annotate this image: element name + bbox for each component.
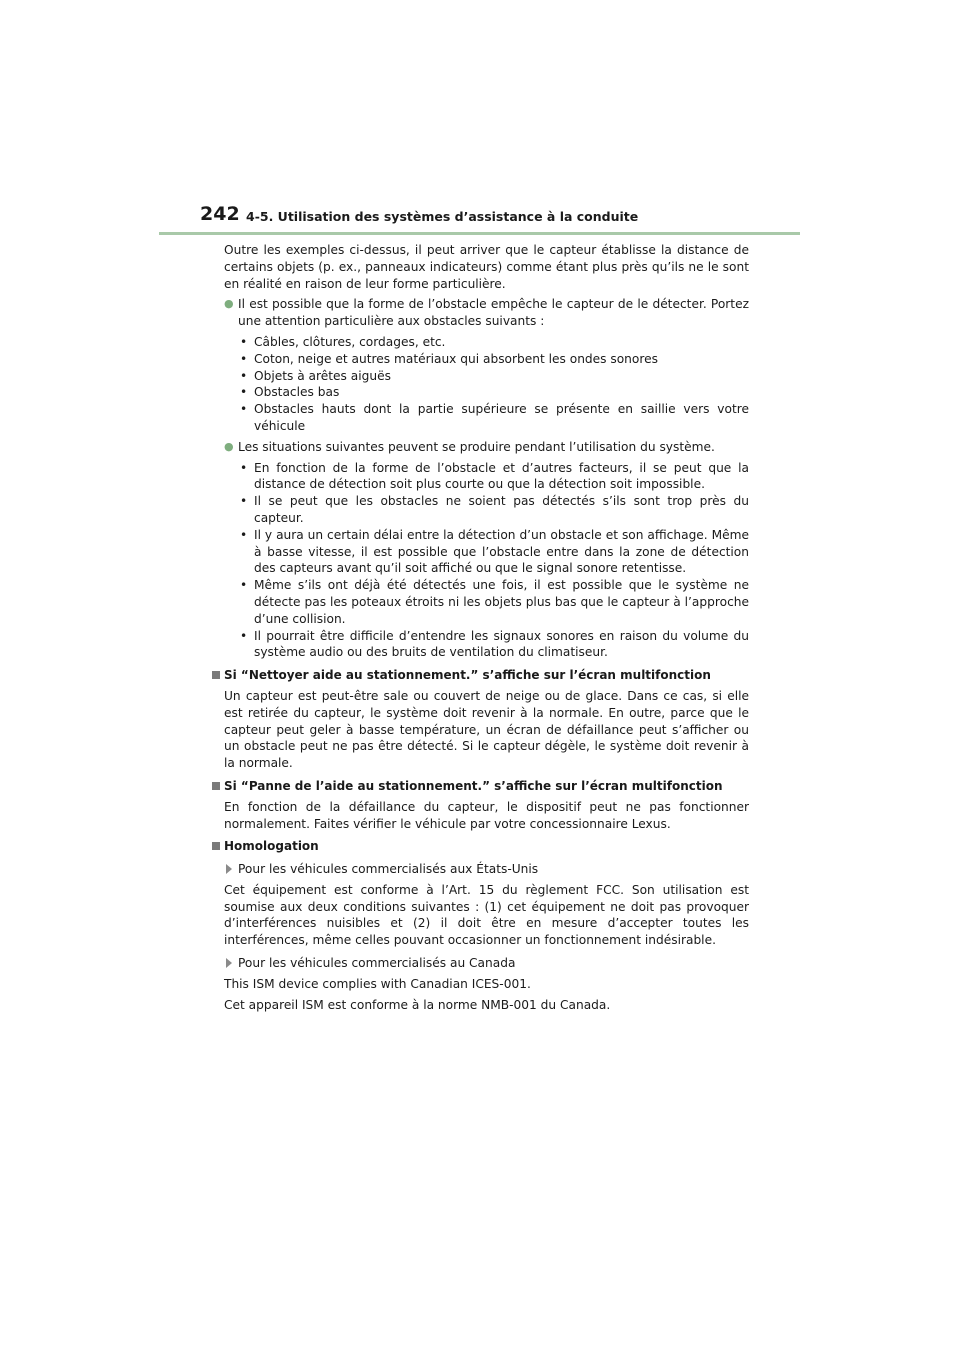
list-item: • Il y aura un certain délai entre la détection d’un obstacle et son affichage. Même à basse vitesse, il est possible que l’obstacle entre dans la zone de détection des capteurs avant qu’il soit affiché ou que le signal sonore retentisse. bbox=[240, 527, 749, 576]
list-item: • Coton, neige et autres matériaux qui absorbent les ondes sonores bbox=[240, 351, 658, 366]
sub-list bbox=[238, 460, 749, 662]
list-item: • Obstacles bas bbox=[240, 385, 340, 400]
list-item: • Il pourrait être difficile d’entendre les signaux sonores en raison du volume du système audio ou des bruits de ventilation du climatiseur. bbox=[240, 628, 749, 660]
arrow-right-icon bbox=[226, 958, 232, 968]
header-rule bbox=[159, 232, 800, 235]
homologation-heading: Homologation bbox=[212, 838, 749, 855]
square-bullet-icon bbox=[212, 782, 220, 790]
square-bullet-icon bbox=[212, 842, 220, 850]
page-number: 242 bbox=[200, 203, 240, 225]
us-label: Pour les véhicules commercialisés aux États-Unis bbox=[224, 861, 749, 878]
bullet-dot-icon: ● bbox=[224, 297, 234, 311]
list-item: • Objets à arêtes aiguës bbox=[240, 368, 391, 383]
list-item: • Obstacles hauts dont la partie supérieure se présente en saillie vers votre véhicule bbox=[240, 402, 749, 433]
list-item: • Câbles, clôtures, cordages, etc. bbox=[240, 334, 446, 349]
page-content bbox=[224, 242, 749, 1013]
section-heading: Si “Panne de l’aide au stationnement.” s’affiche sur l’écran multifonction bbox=[212, 778, 749, 795]
us-text: Cet équipement est conforme à l’Art. 15 du règlement FCC. Son utilisation est soumise aux deux conditions suivantes : (1) cet équipement ne doit pas provoquer d’interférences nuisibles et (2) il doit être en mesure d’accepter toutes les interférences, même celles pouvant occasionner un fonctionnement indésirable. bbox=[224, 882, 749, 948]
list-item: • Il se peut que les obstacles ne soient pas détectés s’ils sont trop près du capteur. bbox=[240, 494, 749, 525]
section-body: Un capteur est peut-être sale ou couvert de neige ou de glace. Dans ce cas, si elle est retirée du capteur, le système doit revenir à la normale. En outre, parce que le capteur peut geler à basse température, un écran de défaillance peut s’afficher ou un obstacle peut ne pas être détecté. Si le capteur dégèle, le système doit revenir à la normale. bbox=[224, 688, 749, 771]
section-body: En fonction de la défaillance du capteur, le dispositif peut ne pas fonctionner normalement. Faites vérifier le véhicule par votre concessionnaire Lexus. bbox=[224, 799, 749, 831]
section-title: 4-5. Utilisation des systèmes d’assistance à la conduite bbox=[246, 209, 639, 224]
bullet-text: Les situations suivantes peuvent se produire pendant l’utilisation du système. bbox=[238, 439, 715, 454]
sub-list bbox=[238, 334, 749, 435]
square-bullet-icon bbox=[212, 671, 220, 679]
list-item: • Même s’ils ont déjà été détectés une fois, il est possible que le système ne détecte pas les poteaux étroits ni les objets plus bas que le capteur à l’approche d’une collision. bbox=[240, 578, 749, 626]
bullet-item bbox=[224, 439, 749, 456]
list-item: • En fonction de la forme de l’obstacle et d’autres facteurs, il se peut que la distance de détection soit plus courte ou que la détection soit impossible. bbox=[240, 460, 749, 492]
ca-text-en: This ISM device complies with Canadian ICES-001. bbox=[224, 976, 531, 991]
bullet-text: Il est possible que la forme de l’obstacle empêche le capteur de le détecter. Portez une attention particulière aux obstacles suivants : bbox=[238, 297, 749, 329]
bullet-item bbox=[224, 296, 749, 330]
ca-label: Pour les véhicules commercialisés au Canada bbox=[224, 955, 749, 972]
section-heading: Si “Nettoyer aide au stationnement.” s’affiche sur l’écran multifonction bbox=[212, 667, 749, 684]
arrow-right-icon bbox=[226, 864, 232, 874]
ca-text-fr: Cet appareil ISM est conforme à la norme NMB-001 du Canada. bbox=[224, 997, 611, 1012]
intro-paragraph: Outre les exemples ci-dessus, il peut arriver que le capteur établisse la distance de certains objets (p. ex., panneaux indicateurs) comme étant plus près qu’ils ne le sont en réalité en raison de leur forme particulière. bbox=[224, 243, 749, 291]
bullet-dot-icon: ● bbox=[224, 439, 234, 453]
